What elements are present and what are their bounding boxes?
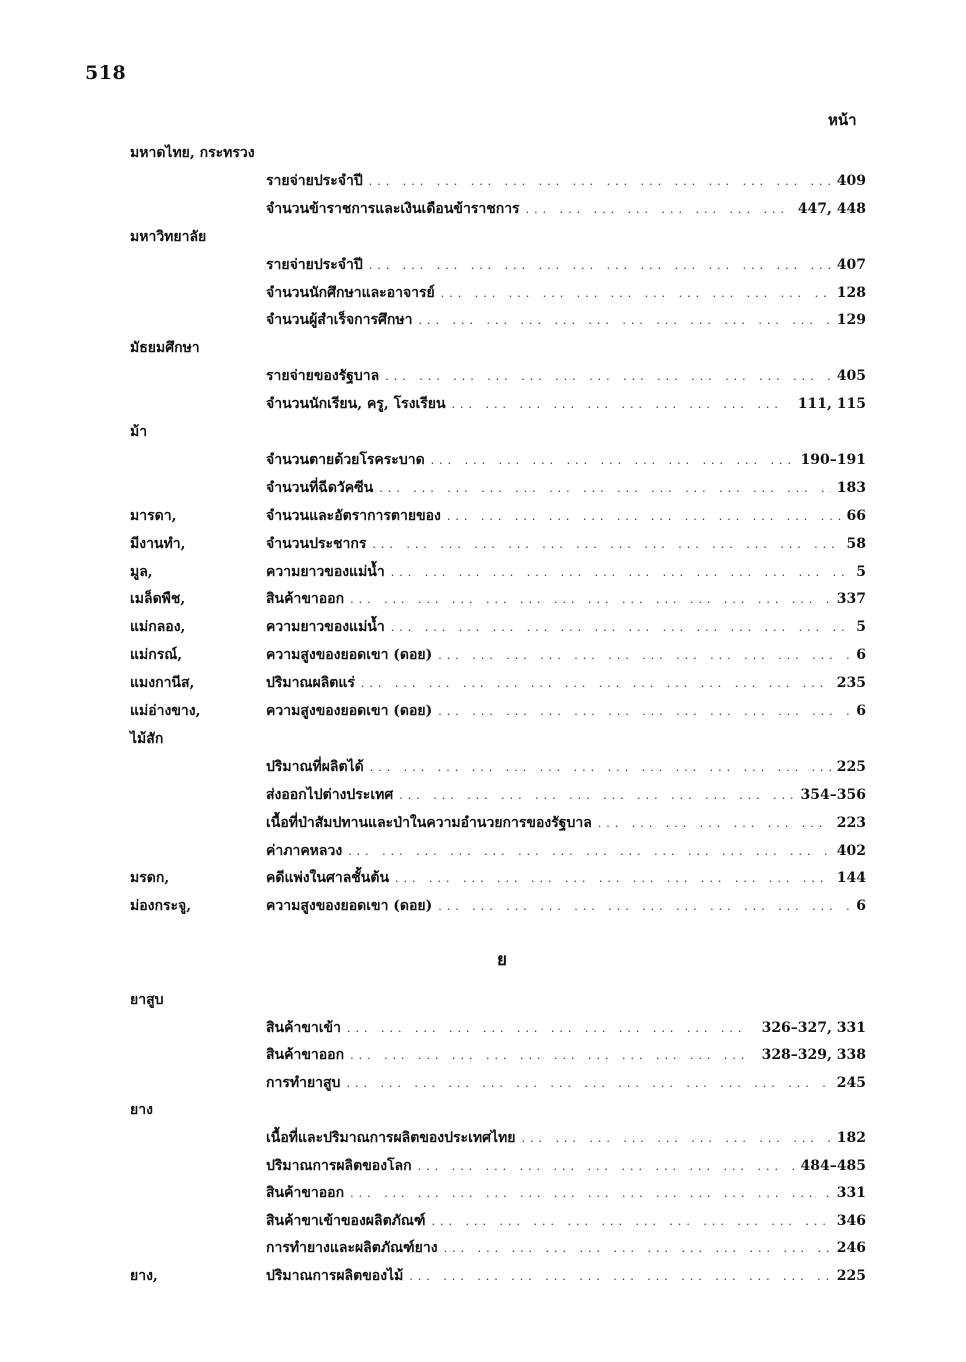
dot-leader <box>370 761 831 774</box>
index-subentry <box>266 1042 866 1066</box>
index-term: มารดา, <box>130 507 177 524</box>
page-reference: 129 <box>836 312 866 329</box>
index-entry <box>0 838 966 862</box>
dot-leader <box>452 398 792 411</box>
subentry-label: ปริมาณที่ผลิตได้ <box>266 758 364 775</box>
dot-leader <box>350 1049 756 1062</box>
index-entry <box>0 865 966 889</box>
index-subentry <box>266 280 866 304</box>
index-entry <box>0 893 966 917</box>
dot-leader <box>348 845 831 858</box>
dot-leader <box>395 872 831 885</box>
subentry-label: สินค้าขาออก <box>266 1185 345 1202</box>
subentry-label: เนื้อที่ป่าสัมปทานและป่าในความอำนวยการของรัฐบาล <box>266 814 592 831</box>
subentry-label: รายจ่ายประจำปี <box>266 172 363 189</box>
dot-leader <box>369 175 831 188</box>
page-reference: 183 <box>836 479 866 496</box>
dot-leader <box>526 203 792 216</box>
subentry-label: ความสูงของยอดเขา (ดอย) <box>266 703 433 719</box>
subentry-label: สินค้าขาออก <box>266 1047 345 1064</box>
page-reference: 128 <box>836 284 866 301</box>
page-reference: 331 <box>836 1185 866 1202</box>
page-reference: 405 <box>836 368 866 385</box>
subentry-label: ความสูงของยอดเขา (ดอย) <box>266 647 433 664</box>
index-entry <box>0 559 966 583</box>
dot-leader <box>391 621 851 634</box>
index-heading: ไม้สัก <box>130 730 164 747</box>
index-subentry <box>266 1015 866 1039</box>
dot-leader <box>372 538 840 551</box>
index-entry <box>0 586 966 610</box>
index-entry <box>0 307 966 331</box>
index-entry <box>0 1015 966 1039</box>
index-entry <box>0 140 966 164</box>
index-entry <box>0 1180 966 1204</box>
index-heading: มหาวิทยาลัย <box>130 228 207 245</box>
subentry-label: สินค้าขาเข้าของผลิตภัณฑ์ <box>266 1212 426 1229</box>
dot-leader <box>431 454 795 467</box>
index-entry <box>0 196 966 220</box>
index-subentry <box>266 865 866 889</box>
subentry-label: การทำยางและผลิตภัณฑ์ยาง <box>266 1240 438 1257</box>
index-subentry <box>266 391 866 415</box>
index-subentry <box>266 1125 866 1149</box>
dot-leader <box>409 1270 830 1283</box>
index-heading: ยาง <box>130 1102 153 1119</box>
index-term: มีงานทำ, <box>130 535 186 552</box>
page-reference: 246 <box>836 1240 866 1257</box>
index-heading: มหาดไทย, กระทรวง <box>130 145 255 161</box>
subentry-label: จำนวนและอัตราการตายของ <box>266 507 441 524</box>
page-reference: 328–329, 338 <box>761 1047 866 1064</box>
subentry-label: รายจ่ายประจำปี <box>266 256 363 273</box>
subentry-label: ปริมาณการผลิตของไม้ <box>266 1268 404 1284</box>
dot-leader <box>438 705 850 718</box>
index-term: ม่องกระจู, <box>130 898 192 915</box>
dot-leader <box>369 259 831 272</box>
index-entry <box>0 475 966 499</box>
dot-leader <box>350 593 831 606</box>
index-entry <box>0 1208 966 1232</box>
index-entry <box>0 531 966 555</box>
subentry-label: ความสูงของยอดเขา (ดอย) <box>266 898 433 915</box>
dot-leader <box>419 314 831 327</box>
index-entry <box>0 1070 966 1094</box>
index-entry <box>0 224 966 248</box>
index-subentry <box>266 670 866 694</box>
index-term: มูล, <box>130 563 153 580</box>
index-entry <box>0 698 966 722</box>
index-entry <box>0 335 966 359</box>
dot-leader <box>444 1242 831 1255</box>
dot-leader <box>418 1160 795 1173</box>
index-subentry <box>266 168 866 192</box>
index-term: เมล็ดพืช, <box>130 591 186 608</box>
index-entry <box>0 726 966 750</box>
index-entry <box>0 168 966 192</box>
subentry-label: จำนวนนักเรียน, ครู, โรงเรียน <box>266 396 446 413</box>
index-entry <box>0 1263 966 1287</box>
page-reference: 447, 448 <box>797 200 866 217</box>
dot-leader <box>598 817 831 830</box>
page-reference: 326–327, 331 <box>761 1019 866 1036</box>
dot-leader <box>350 1187 831 1200</box>
index-heading: ยาสูบ <box>130 992 164 1008</box>
page-reference: 245 <box>836 1074 866 1091</box>
index-subentry <box>266 782 866 806</box>
subentry-label: ปริมาณผลิตแร่ <box>266 675 355 692</box>
page-reference: 409 <box>836 172 866 189</box>
index-entry <box>0 810 966 834</box>
subentry-label: สินค้าขาออก <box>266 591 345 608</box>
page-reference: 182 <box>836 1130 866 1146</box>
subentry-label: จำนวนประชากร <box>266 535 367 552</box>
dot-leader <box>521 1132 830 1145</box>
page-number: 518 <box>85 62 127 84</box>
page-reference: 354–356 <box>800 786 866 803</box>
index-entry <box>0 782 966 806</box>
dot-leader <box>391 566 851 579</box>
index-entry <box>0 503 966 527</box>
page-reference: 190–191 <box>800 451 866 468</box>
subentry-label: จำนวนผู้สำเร็จการศึกษา <box>266 312 413 329</box>
index-entry <box>0 614 966 638</box>
dot-leader <box>346 1077 830 1090</box>
index-subentry <box>266 1180 866 1204</box>
index-subentry <box>266 838 866 862</box>
page-reference: 235 <box>836 675 866 692</box>
index-entry <box>0 1097 966 1121</box>
subentry-label: สินค้าขาเข้า <box>266 1019 341 1036</box>
page-reference: 111, 115 <box>797 396 866 413</box>
subentry-label: เนื้อที่และปริมาณการผลิตของประเทศไทย <box>266 1130 516 1146</box>
index-entry <box>0 391 966 415</box>
page-reference: 225 <box>836 1268 866 1284</box>
page-reference: 225 <box>836 758 866 775</box>
index-subentry <box>266 1235 866 1259</box>
subentry-label: ปริมาณการผลิตของโลก <box>266 1157 412 1174</box>
index-entry <box>0 1042 966 1066</box>
index-subentry <box>266 698 866 722</box>
dot-leader <box>361 677 831 690</box>
index-subentry <box>266 754 866 778</box>
page-reference: 346 <box>836 1212 866 1229</box>
page-reference: 407 <box>836 256 866 273</box>
index-entry <box>0 447 966 471</box>
dot-leader <box>399 789 794 802</box>
index-entry <box>0 642 966 666</box>
subentry-label: รายจ่ายของรัฐบาล <box>266 368 380 385</box>
index-entry <box>0 252 966 276</box>
subentry-label: ความยาวของแม่น้ำ <box>266 619 385 636</box>
index-subentry <box>266 307 866 331</box>
index-subentry <box>266 642 866 666</box>
index-subentry <box>266 559 866 583</box>
index-entry <box>0 1235 966 1259</box>
index-term: แม่กรณ์, <box>130 647 183 664</box>
index-subentry <box>266 447 866 471</box>
dot-leader <box>438 900 850 913</box>
subentry-label: จำนวนข้าราชการและเงินเดือนข้าราชการ <box>266 200 520 217</box>
index-subentry <box>266 1070 866 1094</box>
index-subentry <box>266 893 866 917</box>
index-term: แม่กลอง, <box>130 619 186 636</box>
index-entry <box>0 419 966 443</box>
index-entry <box>0 280 966 304</box>
index-subentry <box>266 196 866 220</box>
page-reference: 223 <box>836 814 866 831</box>
dot-leader <box>432 1215 831 1228</box>
dot-leader <box>347 1022 756 1035</box>
index-term: ยาง, <box>130 1268 158 1284</box>
index-subentry <box>266 503 866 527</box>
page-column-header: หน้า <box>828 111 857 129</box>
index-heading: มัธยมศึกษา <box>130 340 200 357</box>
index-entry <box>0 1153 966 1177</box>
page-reference: 6 <box>856 898 866 915</box>
index-subentry <box>266 810 866 834</box>
index-subentry <box>266 1263 866 1287</box>
index-entry <box>0 754 966 778</box>
index-entry <box>0 987 966 1011</box>
index-entry <box>0 670 966 694</box>
index-heading: ม้า <box>130 424 148 440</box>
page-reference: 484–485 <box>800 1157 866 1174</box>
section-letter: ย <box>497 950 507 970</box>
dot-leader <box>438 649 850 662</box>
page-reference: 402 <box>836 842 866 859</box>
subentry-label: คดีแพ่งในศาลชั้นต้น <box>266 870 390 887</box>
dot-leader <box>441 287 831 300</box>
index-term: แมงกานีส, <box>130 675 195 692</box>
subentry-label: ความยาวของแม่น้ำ <box>266 563 385 580</box>
page-reference: 5 <box>856 619 866 636</box>
subentry-label: จำนวนนักศึกษาและอาจารย์ <box>266 284 435 301</box>
index-term: แม่อ่างขาง, <box>130 703 201 719</box>
subentry-label: ส่งออกไปต่างประเทศ <box>266 786 394 803</box>
dot-leader <box>385 370 831 383</box>
page-reference: 144 <box>836 870 866 887</box>
index-subentry <box>266 614 866 638</box>
index-subentry <box>266 531 866 555</box>
subentry-label: จำนวนที่ฉีดวัคซีน <box>266 479 374 496</box>
page-reference: 66 <box>846 507 866 524</box>
index-subentry <box>266 1208 866 1232</box>
page-reference: 5 <box>856 563 866 580</box>
page-reference: 6 <box>856 647 866 664</box>
index-subentry <box>266 252 866 276</box>
index-subentry <box>266 1153 866 1177</box>
page-reference: 337 <box>836 591 866 608</box>
subentry-label: ค่าภาคหลวง <box>266 842 343 859</box>
dot-leader <box>447 510 841 523</box>
index-entry <box>0 363 966 387</box>
index-entry <box>0 1125 966 1149</box>
page-reference: 6 <box>856 703 866 719</box>
index-subentry <box>266 475 866 499</box>
index-term: มรดก, <box>130 870 170 887</box>
dot-leader <box>379 482 831 495</box>
index-subentry <box>266 363 866 387</box>
index-subentry <box>266 586 866 610</box>
subentry-label: การทำยาสูบ <box>266 1074 341 1091</box>
subentry-label: จำนวนตายด้วยโรคระบาด <box>266 451 425 468</box>
page-reference: 58 <box>846 535 866 552</box>
